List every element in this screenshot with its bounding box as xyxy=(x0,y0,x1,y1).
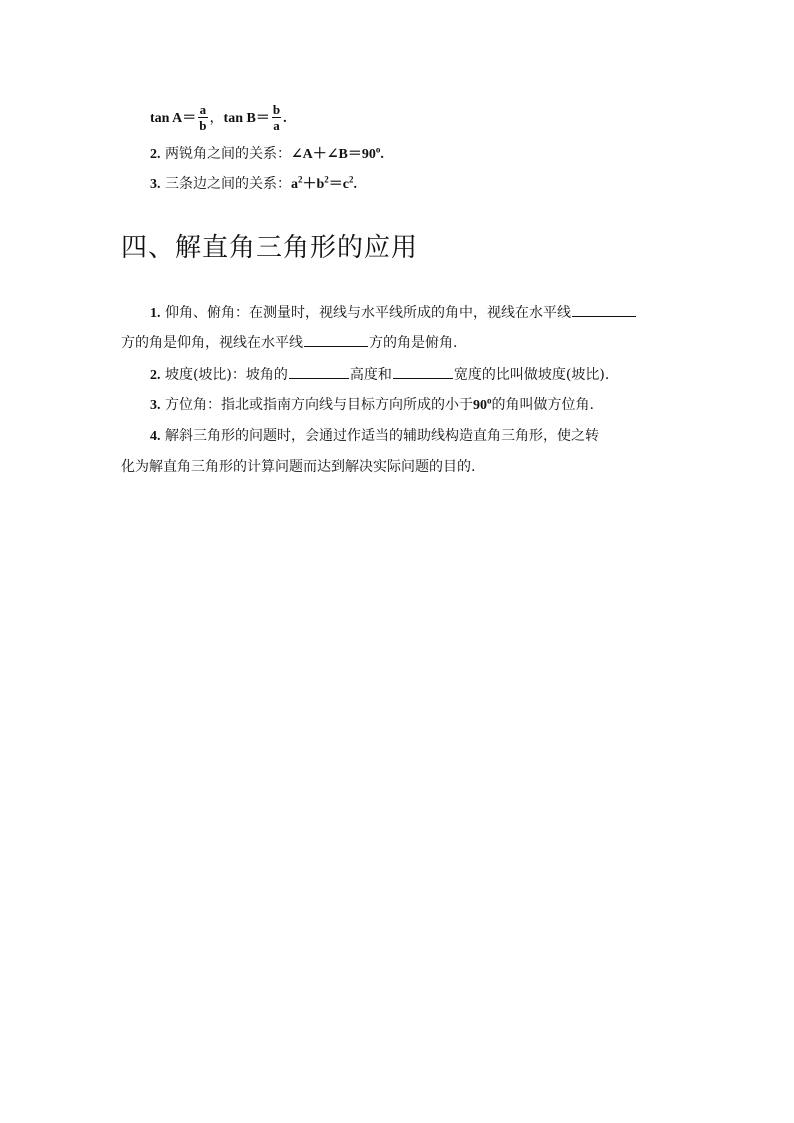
app-item-1-line-1 xyxy=(150,302,637,324)
app-item-4-line-2 xyxy=(121,457,475,477)
item-number: 2. xyxy=(150,147,161,162)
item-text: 三条边之间的关系： xyxy=(164,176,291,192)
acute-angle-relation xyxy=(150,144,384,165)
fill-blank[interactable] xyxy=(289,364,349,379)
degree-mark: o xyxy=(486,395,492,406)
item-text: 高度和 xyxy=(349,367,392,383)
angle-formula: ∠A＋∠B＝90 xyxy=(290,147,376,162)
tan-relations-line xyxy=(150,100,287,137)
tan-b-fraction xyxy=(272,102,281,133)
tan-separator: ， xyxy=(209,110,224,126)
fill-blank[interactable] xyxy=(304,332,368,347)
exponent: 2 xyxy=(348,174,354,185)
formula-a: a xyxy=(290,177,298,192)
formula-eq-c: ＝c xyxy=(328,177,349,192)
fill-blank[interactable] xyxy=(572,302,636,317)
degree-value: 90 xyxy=(472,398,487,413)
item-text: 方的角是仰角，视线在水平线 xyxy=(121,335,303,351)
side-relation xyxy=(150,174,357,195)
item-number: 1. xyxy=(150,306,161,321)
app-item-4-line-1 xyxy=(150,426,599,447)
section-heading: 四、解直角三角形的应用 xyxy=(121,233,419,263)
exponent: 2 xyxy=(324,174,329,185)
tan-b-numerator: b xyxy=(272,101,281,117)
item-number: 3. xyxy=(150,177,161,192)
formula-end: . xyxy=(353,177,357,192)
formula-plus-b: ＋b xyxy=(302,177,325,192)
tan-a-prefix: tan A＝ xyxy=(150,111,197,126)
item-text: 仰角、俯角：在测量时，视线与水平线所成的角中，视线在水平线 xyxy=(164,305,571,321)
item-text: 宽度的比叫做坡度(坡比). xyxy=(453,367,610,383)
item-text: 坡度(坡比)：坡角的 xyxy=(164,367,288,383)
app-item-1-line-2 xyxy=(121,332,457,353)
item-text: 解斜三角形的问题时，会通过作适当的辅助线构造直角三角形，使之转 xyxy=(164,428,599,444)
tan-a-fraction xyxy=(198,102,207,133)
tan-a-denominator: b xyxy=(199,117,207,133)
formula-end: . xyxy=(380,147,384,162)
item-text: 方位角：指北或指南方向线与目标方向所成的小于 xyxy=(164,397,473,413)
degree-mark: o xyxy=(375,144,381,155)
tan-a-numerator: a xyxy=(199,101,207,117)
tan-b-prefix: tan B＝ xyxy=(223,111,270,126)
item-number: 4. xyxy=(150,429,161,444)
item-text: 化为解直角三角形的计算问题而达到解决实际问题的目的. xyxy=(121,459,476,475)
item-text: 的角叫做方位角. xyxy=(491,397,594,413)
exponent: 2 xyxy=(297,174,303,185)
app-item-3 xyxy=(150,395,594,416)
tan-b-denominator: a xyxy=(273,117,280,133)
app-item-2 xyxy=(150,364,609,386)
item-text: 方的角是俯角. xyxy=(369,335,458,351)
item-number: 2. xyxy=(150,368,161,383)
tan-end: . xyxy=(283,111,287,126)
item-number: 3. xyxy=(150,398,161,413)
item-text: 两锐角之间的关系： xyxy=(164,146,291,162)
fill-blank[interactable] xyxy=(393,364,453,379)
